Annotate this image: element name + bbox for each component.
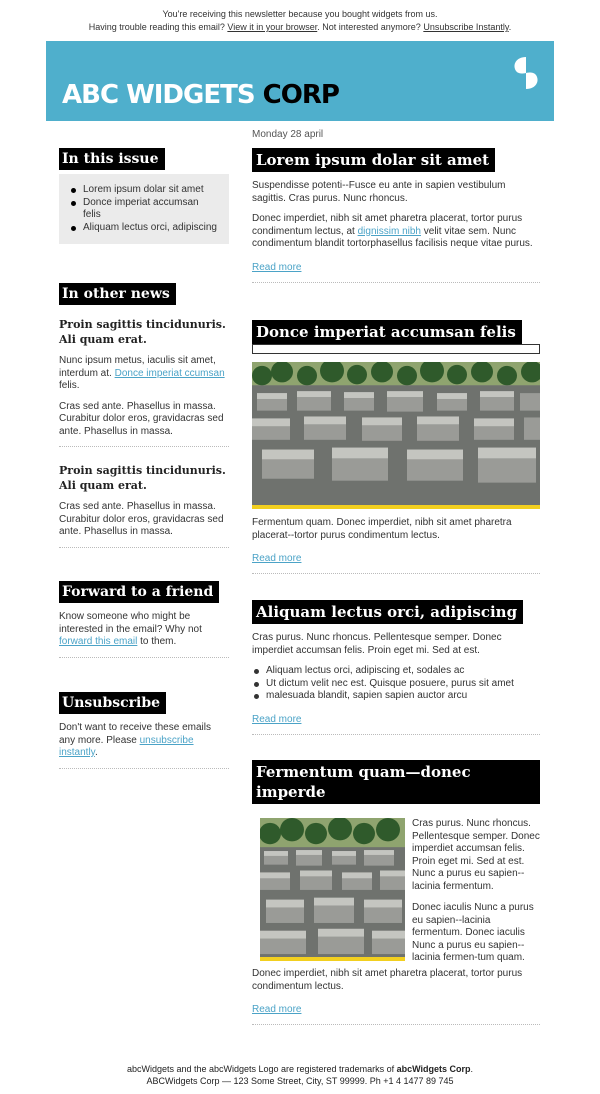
sidebar-other-news: [59, 283, 229, 548]
article-bullet: malesuada blandit, sapien sapien auctor arcu: [252, 690, 540, 703]
article-text: Donec imperdiet, nibh sit amet pharetra placerat, tortor purus condimentum lectus.: [252, 968, 523, 992]
article-title: Fermentum quam—donec imperde: [252, 760, 540, 804]
article-text: [252, 213, 540, 251]
header-banner: [46, 41, 554, 121]
issue-list-item[interactable]: Aliquam lectus orci, adipiscing: [67, 222, 219, 235]
footer: [0, 1063, 600, 1087]
article-text: Fermentum quam. Donec imperdiet, nibh sit amet pharetra placerat--tortor purus condimentum lectus.: [252, 517, 512, 541]
article-4: [252, 760, 540, 1025]
news-item-text: Cras sed ante. Phasellus in massa. Curabitur dolor eros, gravidacras sed ante. Phasellus in massa.: [59, 501, 224, 537]
unsubscribe-text-tail: .: [94, 747, 98, 758]
article-title: Lorem ipsum dolar sit amet: [252, 148, 495, 172]
issue-list-item[interactable]: Lorem ipsum dolar sit amet: [67, 184, 219, 197]
read-more-link[interactable]: Read more: [252, 261, 302, 273]
article-3: [252, 600, 540, 735]
sidebar-forward: [59, 581, 229, 658]
unsubscribe-instantly-link[interactable]: Unsubscribe Instantly: [423, 22, 509, 32]
news-item-text-tail: felis.: [59, 380, 80, 391]
article-2: [252, 320, 540, 574]
news-item-heading: Proin sagittis tincidunuris. Ali quam erat.: [59, 318, 226, 346]
article-1: [252, 148, 540, 283]
article-title: Aliquam lectus orci, adipiscing: [252, 600, 523, 624]
view-in-browser-link[interactable]: View it in your browser: [227, 22, 318, 32]
unsubscribe-link[interactable]: unsubscribe instantly: [59, 734, 194, 758]
swirl-logo-icon: [510, 55, 542, 91]
memorial-photo: [252, 362, 540, 509]
unsubscribe-text-body: Don't want to receive these emails any more. Please: [59, 722, 211, 746]
news-item-text-body: Nunc ipsum metus, iaculis sit amet, interdum at.: [59, 355, 216, 379]
memorial-photo: [260, 818, 405, 961]
preheader-suffix: .: [508, 22, 512, 32]
preheader-trouble-text: Having trouble reading this email?: [88, 22, 225, 32]
divider: [59, 768, 229, 769]
sidebar-in-this-issue: [59, 148, 229, 244]
article-text: Donec iaculis Nunc a purus eu sapien--lacinia fermentum. Donec iaculis Nunc a purus eu sapien--lacinia fermen-tum quam.: [412, 902, 534, 963]
article-4-side-text: [412, 818, 542, 965]
divider: [59, 657, 229, 658]
footer-trademark-text: abcWidgets and the abcWidgets Logo are registered trademarks of: [126, 1064, 397, 1074]
footer-company-name: abcWidgets Corp: [396, 1064, 471, 1074]
sidebar-unsubscribe: [59, 692, 229, 769]
dignissim-link[interactable]: dignissim nibh: [357, 225, 421, 237]
brand-corp: CORP: [262, 80, 339, 110]
news-item-heading: Proin sagittis tincidunuris. Ali quam erat.: [59, 464, 226, 492]
article-text-pre: Donec imperdiet, nibh sit amet pharetra placerat, tortor purus condimentum lectus, at: [252, 213, 523, 237]
article-bullet: Ut dictum velit nec est. Quisque posuere, purus sit amet: [252, 678, 540, 691]
donce-imperiat-link[interactable]: Donce imperiat ccumsan: [114, 367, 225, 379]
title-underline-frame: [252, 344, 540, 354]
brand-logo-text: [62, 79, 339, 113]
footer-trademark-line: [0, 1063, 600, 1075]
read-more-link[interactable]: Read more: [252, 1004, 302, 1015]
article-title: Donce imperiat accumsan felis: [252, 320, 522, 344]
forward-text-body: Know someone who might be interested in the email? Why not: [59, 611, 202, 635]
concrete-blocks-image: [252, 362, 540, 505]
divider: [252, 282, 540, 283]
article-text: Cras purus. Nunc rhoncus. Pellentesque semper. Donec imperdiet accumsan felis. Proin eget mi. Sed at est.: [252, 632, 502, 656]
footer-trademark-tail: .: [470, 1064, 474, 1074]
footer-address: ABCWidgets Corp — 123 Some Street, City, ST 99999. Ph +1 4 1477 89 745: [146, 1076, 454, 1086]
preheader-line2: [0, 21, 600, 34]
article-bullet-list: [252, 665, 540, 703]
article-4-body: [252, 818, 540, 968]
divider: [59, 547, 229, 548]
concrete-blocks-image: [260, 818, 405, 957]
news-item-text: [59, 355, 229, 393]
preheader-line1: You're receiving this newsletter because you bought widgets from us.: [162, 9, 438, 19]
news-item-text: Cras sed ante. Phasellus in massa. Curabitur dolor eros, gravidacras sed ante. Phasellus in massa.: [59, 400, 224, 437]
article-text: Cras purus. Nunc rhoncus. Pellentesque semper. Donec imperdiet accumsan felis. Proin eget mi. Sed at est. Nunc a purus eu sapien--lacinia fermentum.: [412, 818, 540, 892]
read-more-link[interactable]: Read more: [252, 553, 302, 564]
read-more-link[interactable]: Read more: [252, 713, 302, 725]
preheader-mid-text: . Not interested anymore?: [317, 22, 421, 32]
issue-list-item[interactable]: Donce imperiat accumsan felis: [67, 197, 219, 222]
issue-list: [67, 184, 219, 234]
unsubscribe-heading: Unsubscribe: [59, 692, 166, 714]
forward-text-tail: to them.: [137, 636, 177, 647]
forward-text: [59, 611, 229, 649]
article-text-post: velit vitae sem. Nunc condimentum blandit tortorphasellus facilisis neque vitae purus.: [252, 225, 533, 249]
divider: [252, 573, 540, 574]
article-text: Suspendisse potenti--Fusce eu ante in sapien vestibulum sagittis. Cras purus. Nunc rhoncus.: [252, 180, 506, 204]
brand-main: ABC WIDGETS: [62, 80, 255, 110]
issue-date: Monday 28 april: [252, 129, 324, 140]
article-bullet: Aliquam lectus orci, adipiscing et, sodales ac: [252, 665, 540, 678]
forward-email-link[interactable]: forward this email: [59, 636, 138, 647]
issue-list-box: [59, 174, 229, 244]
unsubscribe-text: [59, 722, 229, 760]
in-this-issue-heading: In this issue: [59, 148, 165, 170]
preheader: [0, 8, 600, 34]
divider: [59, 446, 229, 447]
other-news-heading: In other news: [59, 283, 176, 305]
divider: [252, 1024, 540, 1025]
forward-heading: Forward to a friend: [59, 581, 219, 603]
divider: [252, 734, 540, 735]
